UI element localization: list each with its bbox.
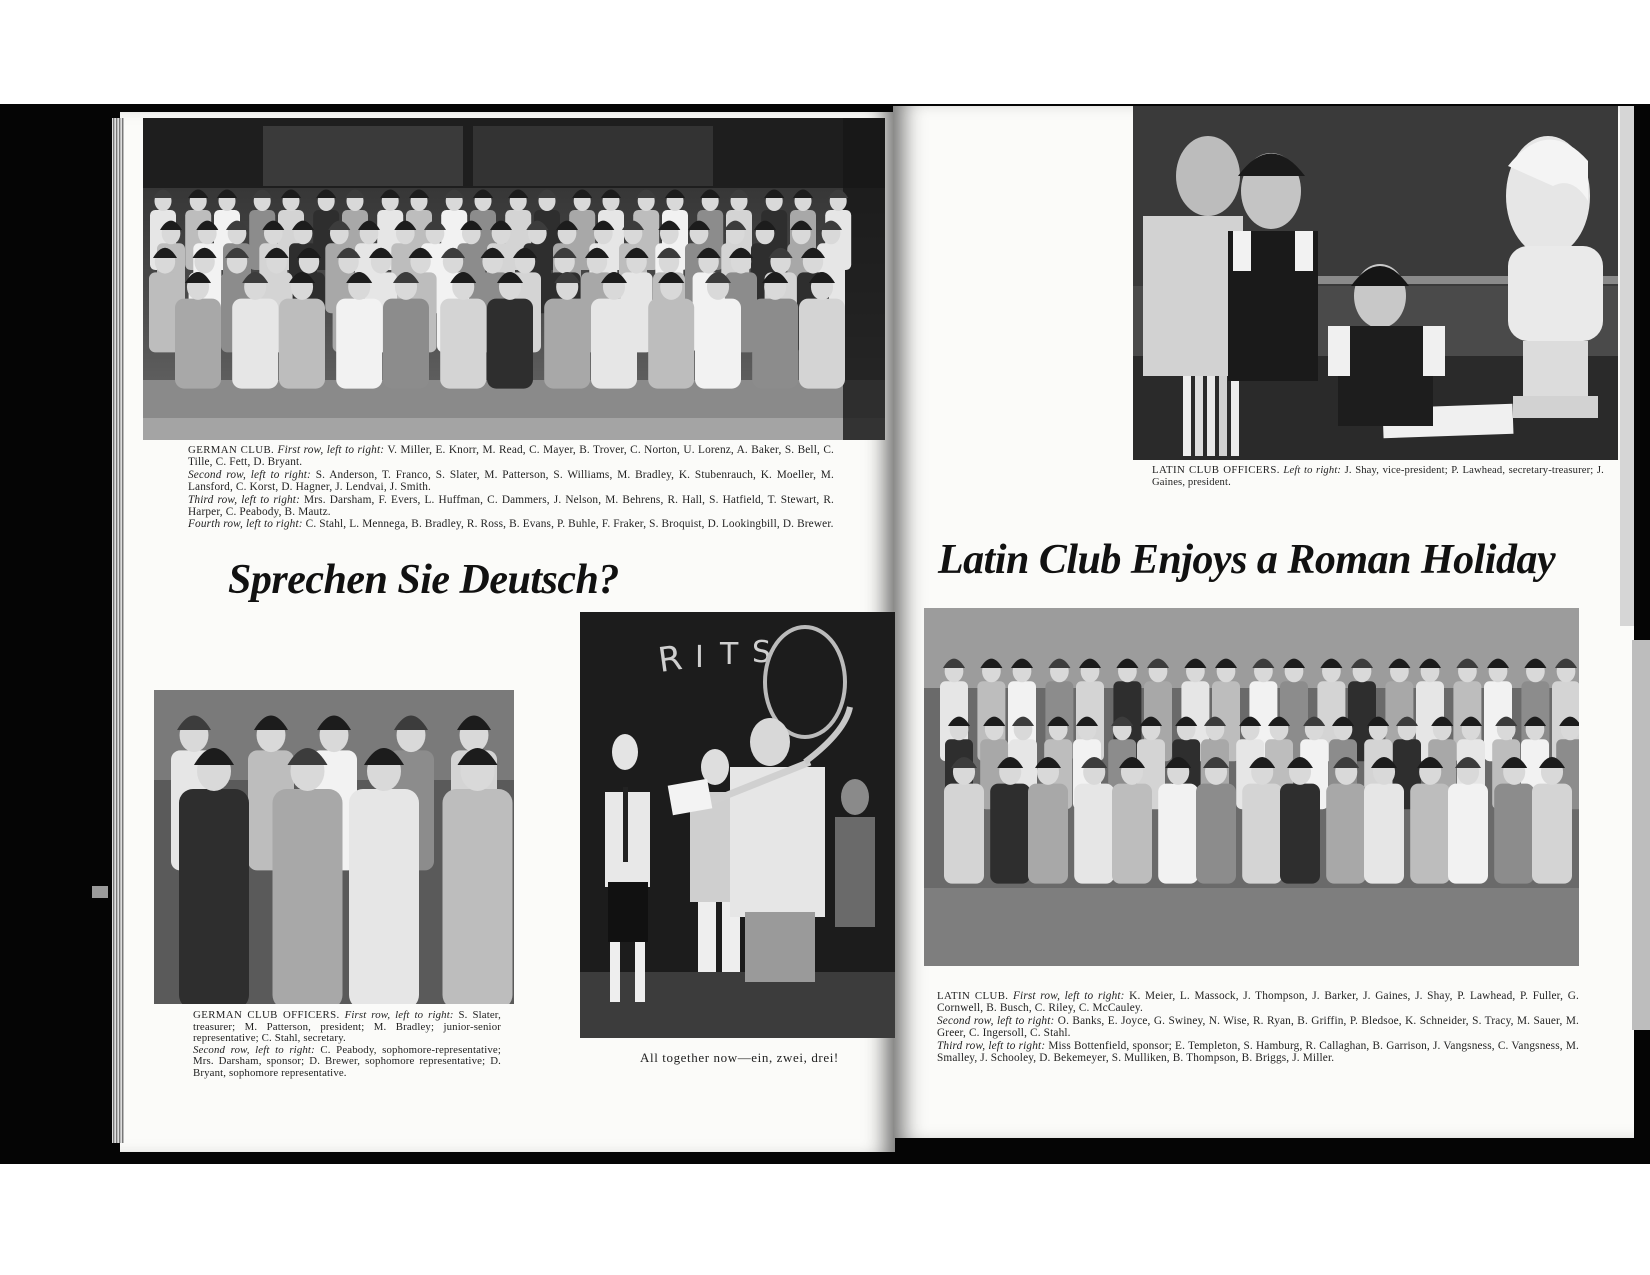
german-officers-row1-text: S. Slater, treasurer; M. Patterson, president; M. Bradley; junior-senior representative; C. Stahl, secretary.: [193, 1009, 501, 1045]
german-club-caption: [188, 444, 834, 531]
latin-officers-caption: [1152, 465, 1604, 489]
german-club-row2-names: S. Anderson, T. Franco, S. Slater, M. Patterson, S. Williams, M. Bradley, K. Stubenrauch, K. Moeller, M. Lansford, C. Korst, D. Hagner, J. Lendvai, J. Smith.: [188, 468, 834, 494]
german-officers-caption: [193, 1010, 501, 1080]
latin-club-caption: [937, 990, 1579, 1064]
german-club-row1-names: V. Miller, E. Knorr, M. Read, C. Mayer, B. Trover, C. Norton, U. Lorenz, A. Baker, S. Bell, C. Tille, C. Fett, D. Bryant.: [188, 444, 834, 469]
german-officers-row1-label: First row, left to right:: [344, 1009, 454, 1021]
german-officers-caption-lead: GERMAN CLUB OFFICERS.: [193, 1009, 340, 1021]
german-club-caption-lead: GERMAN CLUB.: [188, 444, 275, 456]
german-club-row2-label: Second row, left to right:: [188, 468, 311, 481]
latin-officers-text: J. Shay, vice-president; P. Lawhead, secretary-treasurer; J. Gaines, president.: [1152, 465, 1604, 488]
latin-club-row1-label: First row, left to right:: [1013, 990, 1125, 1002]
latin-officers-label: Left to right:: [1283, 465, 1342, 476]
latin-club-row1-names: K. Meier, L. Massock, J. Thompson, J. Barker, J. Gaines, J. Shay, P. Lawhead, P. Fuller, G. Cornwell, B. Busch, C. Riley, C. McCauley.: [937, 990, 1579, 1015]
next-page-edge: [1632, 640, 1650, 1030]
next-page-strip: [1620, 106, 1634, 626]
band-photo: [580, 612, 895, 1038]
group-photo-icon: [924, 608, 1579, 966]
german-officers-row2-text: C. Peabody, sophomore-representative; Mrs. Darsham, sponsor; D. Brewer, sophomore representative; D. Bryant, sophomore representative.: [193, 1043, 501, 1079]
band-photo-icon: [580, 612, 895, 1038]
latin-club-officers-photo: [1133, 106, 1618, 460]
german-club-row4-names: C. Stahl, L. Mennega, B. Bradley, R. Ross, B. Evans, P. Buhle, F. Fraker, S. Broquist, D. Lookingbill, D. Brewer.: [305, 518, 834, 531]
german-club-row4-label: Fourth row, left to right:: [188, 518, 303, 531]
group-photo-icon: [143, 118, 885, 440]
svg-text:I: I: [695, 640, 704, 675]
latin-club-headline: Latin Club Enjoys a Roman Holiday: [938, 537, 1556, 583]
latin-officers-caption-lead: LATIN CLUB OFFICERS.: [1152, 464, 1280, 476]
latin-club-row3-names: Miss Bottenfield, sponsor; E. Templeton, S. Hamburg, R. Callaghan, B. Garrison, J. Vangsness, C. Vangsness, M. Smalley, J. Schooley, D. Bekemeyer, S. Mulliken, B. Thompson, B. Briggs, J. Miller.: [937, 1039, 1579, 1065]
officers-photo-icon: [1133, 106, 1618, 460]
latin-club-group-photo: [924, 608, 1579, 966]
german-club-row3-label: Third row, left to right:: [188, 493, 301, 506]
band-photo-caption: All together now—ein, zwei, drei!: [640, 1050, 839, 1065]
german-club-row1-label: First row, left to right:: [277, 444, 385, 456]
svg-text:T: T: [720, 637, 739, 672]
german-club-headline: Sprechen Sie Deutsch?: [228, 557, 619, 603]
page-tab: [92, 886, 108, 898]
german-club-group-photo: [143, 118, 885, 440]
german-club-row3-names: Mrs. Darsham, F. Evers, L. Huffman, C. Dammers, J. Nelson, M. Behrens, R. Hall, S. Hatfield, T. Stewart, R. Harper, C. Peabody, B. Mautz.: [188, 493, 835, 519]
svg-text:R: R: [655, 638, 685, 681]
group-photo-icon: [154, 690, 514, 1004]
svg-text:S: S: [752, 635, 772, 670]
latin-club-row2-names: O. Banks, E. Joyce, G. Swiney, N. Wise, R. Ryan, B. Griffin, P. Bledsoe, K. Schneider, S. Tracy, M. Sauer, M. Greer, C. Ingersoll, C. Stahl.: [937, 1014, 1579, 1040]
page-edge: [112, 118, 124, 1143]
latin-club-row3-label: Third row, left to right:: [937, 1039, 1046, 1052]
german-club-officers-photo: [154, 690, 514, 1004]
latin-club-row2-label: Second row, left to right:: [937, 1014, 1055, 1027]
german-officers-row2-label: Second row, left to right:: [193, 1043, 315, 1056]
latin-club-caption-lead: LATIN CLUB.: [937, 990, 1009, 1002]
